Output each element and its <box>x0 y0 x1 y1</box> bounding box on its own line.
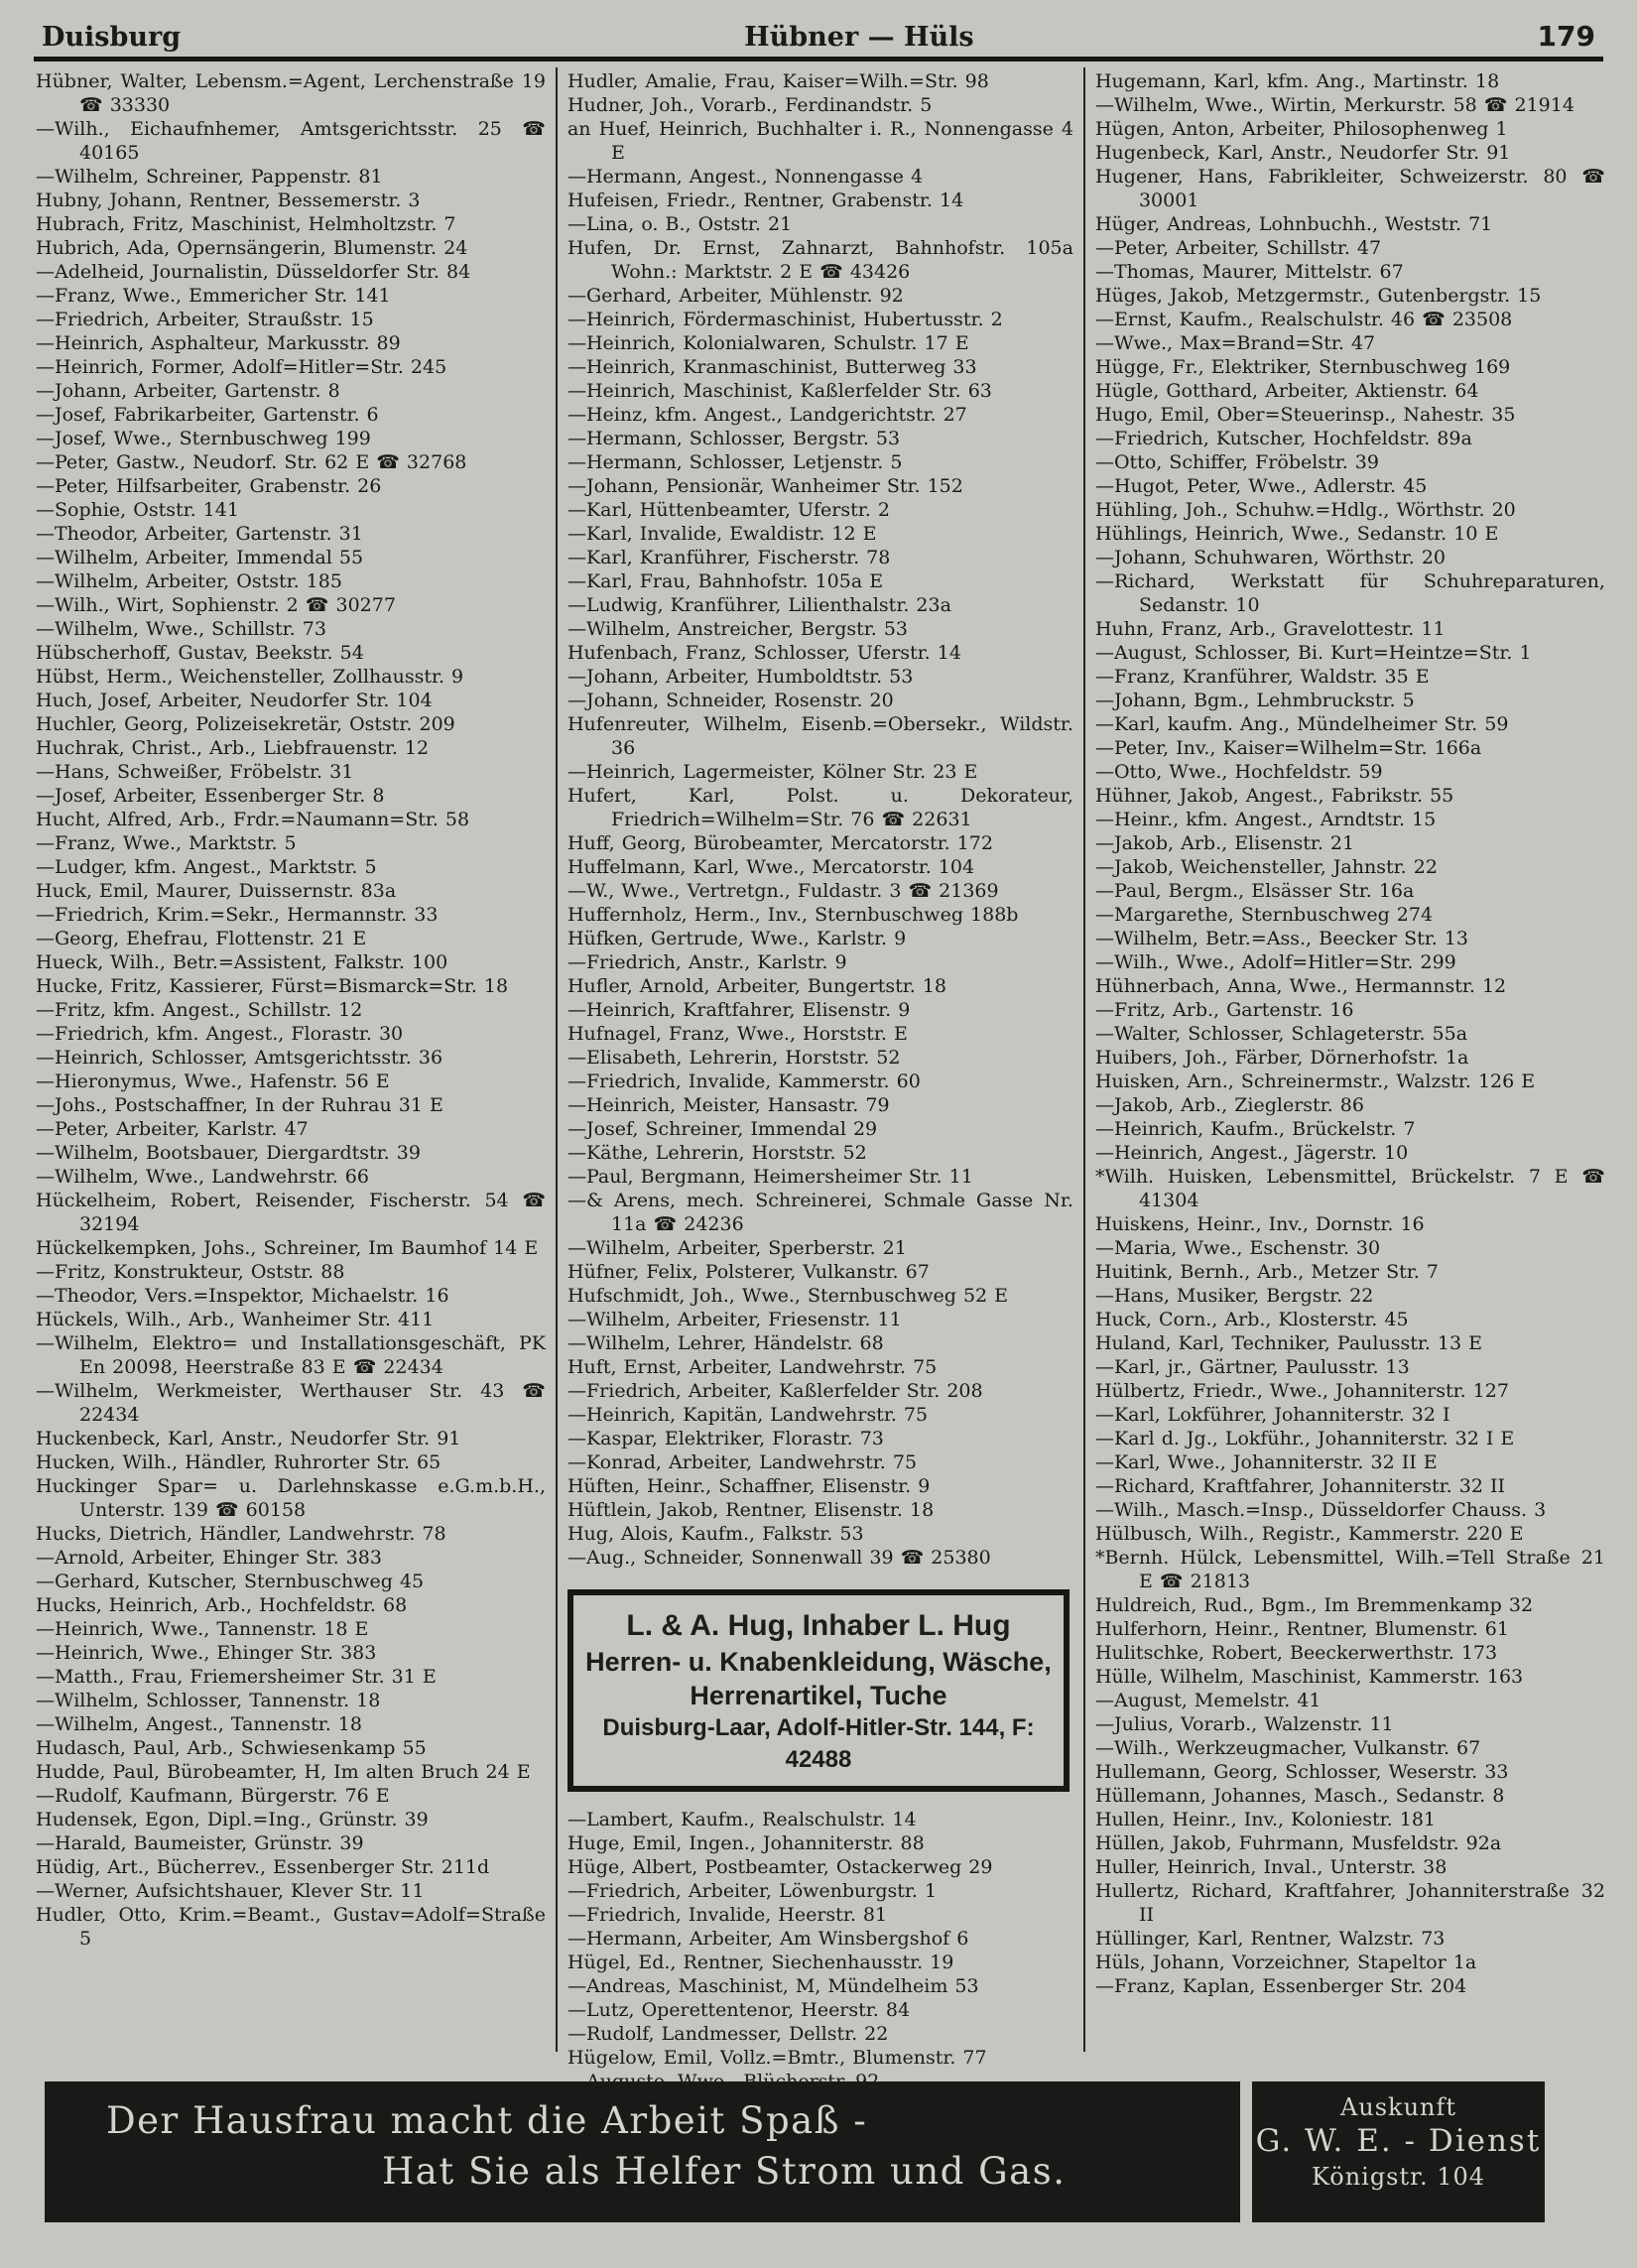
directory-entry: Huisken, Arn., Schreinermstr., Walzstr. 126 E <box>1094 1071 1536 1092</box>
directory-entry: —Thomas, Maurer, Mittelstr. 67 <box>1094 261 1404 283</box>
directory-entry: Hucks, Heinrich, Arb., Hochfeldstr. 68 <box>36 1594 408 1616</box>
directory-entry: Hudler, Otto, Krim.=Beamt., Gustav=Adolf=Straße 5 <box>36 1904 546 1950</box>
directory-entry: —Wilhelm, Werkmeister, Werthauser Str. 43 ☎ 22434 <box>36 1380 546 1426</box>
directory-entry: Hüge, Albert, Postbeamter, Ostackerweg 29 <box>567 1856 993 1878</box>
directory-entry: Huland, Karl, Techniker, Paulusstr. 13 E <box>1094 1332 1482 1354</box>
directory-entry: Hüls, Johann, Vorzeichner, Stapeltor 1a <box>1094 1952 1477 1973</box>
column-2 <box>556 67 1085 2069</box>
header-rule <box>34 57 1603 62</box>
directory-entry: —Johann, Arbeiter, Humboldtstr. 53 <box>567 666 914 688</box>
directory-entry: —Käthe, Lehrerin, Horststr. 52 <box>567 1142 867 1164</box>
directory-entry: Hüllemann, Johannes, Masch., Sedanstr. 8 <box>1094 1785 1505 1807</box>
directory-entry: —Karl d. Jg., Lokführ., Johanniterstr. 32 I E <box>1094 1428 1515 1449</box>
directory-entry: —Adelheid, Journalistin, Düsseldorfer Str. 84 <box>36 261 471 283</box>
directory-entry: Hübscherhoff, Gustav, Beekstr. 54 <box>36 642 364 664</box>
directory-entry: —Elisabeth, Lehrerin, Horststr. 52 <box>567 1047 901 1069</box>
directory-entry: —Friedrich, Arbeiter, Löwenburgstr. 1 <box>567 1880 938 1902</box>
directory-entry: Hueck, Wilh., Betr.=Assistent, Falkstr. 100 <box>36 951 448 973</box>
directory-entry: Hucht, Alfred, Arb., Frdr.=Naumann=Str. 58 <box>36 809 470 830</box>
directory-entry: —Heinrich, Kaufm., Brückelstr. 7 <box>1094 1118 1416 1140</box>
column-1 <box>26 67 556 2052</box>
directory-entry: —Otto, Schiffer, Fröbelstr. 39 <box>1094 451 1379 473</box>
directory-entry: —Georg, Ehefrau, Flottenstr. 21 E <box>36 928 367 949</box>
directory-entry: —Heinrich, Maschinist, Kaßlerfelder Str. 63 <box>567 380 992 402</box>
directory-entry: Hubny, Johann, Rentner, Bessemerstr. 3 <box>36 189 421 211</box>
directory-entry: —Hans, Schweißer, Fröbelstr. 31 <box>36 761 354 783</box>
directory-entry: —Jakob, Weichensteller, Jahnstr. 22 <box>1094 856 1438 878</box>
directory-entry: —Richard, Werkstatt für Schuhreparaturen, Sedanstr. 10 <box>1094 570 1605 616</box>
directory-entry: Hubrach, Fritz, Maschinist, Helmholtzstr. 7 <box>36 213 456 235</box>
directory-entry: Hüfken, Gertrude, Wwe., Karlstr. 9 <box>567 928 907 949</box>
directory-entry: —Heinrich, Kranmaschinist, Butterweg 33 <box>567 356 977 378</box>
directory-entry: —Wilh., Wirt, Sophienstr. 2 ☎ 30277 <box>36 594 396 616</box>
directory-entry: —Josef, Wwe., Sternbuschweg 199 <box>36 428 371 449</box>
directory-entry: Huibers, Joh., Färber, Dörnerhofstr. 1a <box>1094 1047 1469 1069</box>
directory-entry: —Wilhelm, Arbeiter, Oststr. 185 <box>36 570 342 592</box>
hug-ad-line2: Herren- u. Knabenkleidung, Wäsche, <box>585 1647 1052 1677</box>
directory-entry: Hucke, Fritz, Kassierer, Fürst=Bismarck=Str. 18 <box>36 975 509 997</box>
directory-entry: —Wilhelm, Betr.=Ass., Beecker Str. 13 <box>1094 928 1468 949</box>
directory-entry: —Friedrich, Invalide, Heerstr. 81 <box>567 1904 888 1926</box>
directory-entry: Huft, Ernst, Arbeiter, Landwehrstr. 75 <box>567 1356 938 1378</box>
directory-entry: —Maria, Wwe., Eschenstr. 30 <box>1094 1237 1381 1259</box>
directory-entry: Huff, Georg, Bürobeamter, Mercatorstr. 172 <box>567 832 993 854</box>
directory-entry: Hülbertz, Friedr., Wwe., Johanniterstr. 127 <box>1094 1380 1509 1402</box>
directory-entry: —Julius, Vorarb., Walzenstr. 11 <box>1094 1713 1394 1735</box>
directory-entry: Hufeisen, Friedr., Rentner, Grabenstr. 14 <box>567 189 964 211</box>
directory-entry: —Karl, Kranführer, Fischerstr. 78 <box>567 547 891 568</box>
directory-entry: Hufenbach, Franz, Schlosser, Uferstr. 14 <box>567 642 961 664</box>
directory-entry: Hüften, Heinr., Schaffner, Elisenstr. 9 <box>567 1475 931 1497</box>
directory-entry: —Heinr., kfm. Angest., Arndtstr. 15 <box>1094 809 1437 830</box>
directory-entry: —Franz, Kaplan, Essenberger Str. 204 <box>1094 1975 1467 1997</box>
directory-entry: —Wilh., Eichaufnhemer, Amtsgerichtsstr. 25 ☎ 40165 <box>36 118 546 164</box>
directory-entry: —Wilhelm, Schreiner, Pappenstr. 81 <box>36 166 383 188</box>
directory-entry: Hucks, Dietrich, Händler, Landwehrstr. 78 <box>36 1523 446 1545</box>
directory-entry: Hühlings, Heinrich, Wwe., Sedanstr. 10 E <box>1094 523 1499 545</box>
directory-entry: —Friedrich, Krim.=Sekr., Hermannstr. 33 <box>36 904 439 926</box>
directory-entry: —Heinrich, Fördermaschinist, Hubertusstr. 2 <box>567 309 1003 330</box>
directory-entry: —Gerhard, Kutscher, Sternbuschweg 45 <box>36 1571 425 1592</box>
hug-ad-address: Duisburg-Laar, Adolf-Hitler-Str. 144, F: 42488 <box>602 1714 1035 1773</box>
directory-entry: —Wilhelm, Schlosser, Tannenstr. 18 <box>36 1690 381 1711</box>
directory-entry: —Heinrich, Kraftfahrer, Elisenstr. 9 <box>567 999 911 1021</box>
directory-entry: —Walter, Schlosser, Schlageterstr. 55a <box>1094 1023 1468 1045</box>
directory-entry: —Heinrich, Wwe., Tannenstr. 18 E <box>36 1618 369 1640</box>
directory-entry: —Jakob, Arb., Zieglerstr. 86 <box>1094 1094 1364 1116</box>
directory-entry: —August, Memelstr. 41 <box>1094 1690 1322 1711</box>
directory-entry: —Ludwig, Kranführer, Lilienthalstr. 23a <box>567 594 951 616</box>
directory-entry: —Hugot, Peter, Wwe., Adlerstr. 45 <box>1094 475 1428 497</box>
directory-entry: —Wilhelm, Arbeiter, Sperberstr. 21 <box>567 1237 907 1259</box>
directory-entry: Huck, Corn., Arb., Klosterstr. 45 <box>1094 1309 1409 1330</box>
directory-entry: Hufenreuter, Wilhelm, Eisenb.=Obersekr., Wildstr. 36 <box>567 713 1073 759</box>
hug-ad-line3: Herrenartikel, Tuche <box>690 1681 947 1710</box>
directory-entry: Hufler, Arnold, Arbeiter, Bungertstr. 18 <box>567 975 947 997</box>
directory-entry: Huge, Emil, Ingen., Johanniterstr. 88 <box>567 1832 925 1854</box>
directory-entry: Huldreich, Rud., Bgm., Im Bremmenkamp 32 <box>1094 1594 1534 1616</box>
directory-entry: —Hermann, Schlosser, Bergstr. 53 <box>567 428 901 449</box>
directory-entry: Hückelkempken, Johs., Schreiner, Im Baumhof 14 E <box>36 1237 539 1259</box>
directory-entry: Huckenbeck, Karl, Anstr., Neudorfer Str. 91 <box>36 1428 461 1449</box>
directory-entry: —Jakob, Arb., Elisenstr. 21 <box>1094 832 1355 854</box>
directory-entry: Huitink, Bernh., Arb., Metzer Str. 7 <box>1094 1261 1439 1283</box>
column-3 <box>1085 67 1615 2052</box>
directory-entry: —Friedrich, Invalide, Kammerstr. 60 <box>567 1071 921 1092</box>
directory-entry: Hudler, Amalie, Frau, Kaiser=Wilh.=Str. 98 <box>567 70 989 92</box>
directory-entry: Hühling, Joh., Schuhw.=Hdlg., Wörthstr. 20 <box>1094 499 1516 521</box>
directory-entry: —Paul, Bergmann, Heimersheimer Str. 11 <box>567 1166 973 1188</box>
directory-entry: Hufen, Dr. Ernst, Zahnarzt, Bahnhofstr. 105a Wohn.: Marktstr. 2 E ☎ 43426 <box>567 237 1073 283</box>
directory-entry: —Rudolf, Kaufmann, Bürgerstr. 76 E <box>36 1785 390 1807</box>
directory-entry: —Theodor, Vers.=Inspektor, Michaelstr. 16 <box>36 1285 449 1307</box>
directory-entry: Huchler, Georg, Polizeisekretär, Oststr. 209 <box>36 713 455 735</box>
directory-columns <box>26 67 1615 2069</box>
directory-entry: Huller, Heinrich, Inval., Unterstr. 38 <box>1094 1856 1448 1878</box>
directory-entry: Huch, Josef, Arbeiter, Neudorfer Str. 104 <box>36 690 433 711</box>
directory-entry: —Konrad, Arbeiter, Landwehrstr. 75 <box>567 1451 918 1473</box>
directory-entry: —Ludger, kfm. Angest., Marktstr. 5 <box>36 856 377 878</box>
directory-entry: Hufnagel, Franz, Wwe., Horststr. E <box>567 1023 908 1045</box>
directory-entry: —Karl, kaufm. Ang., Mündelheimer Str. 59 <box>1094 713 1509 735</box>
directory-entry: —Hermann, Arbeiter, Am Winsbergshof 6 <box>567 1928 969 1950</box>
directory-entry: Hug, Alois, Kaufm., Falkstr. 53 <box>567 1523 864 1545</box>
directory-entry: —Sophie, Oststr. 141 <box>36 499 239 521</box>
directory-entry: —Hermann, Schlosser, Letjenstr. 5 <box>567 451 903 473</box>
directory-entry: —Johann, Pensionär, Wanheimer Str. 152 <box>567 475 963 497</box>
directory-entry: —& Arens, mech. Schreinerei, Schmale Gasse Nr. 11a ☎ 24236 <box>567 1190 1073 1235</box>
directory-entry: —Johann, Schneider, Rosenstr. 20 <box>567 690 894 711</box>
banner-line-1: Der Hausfrau macht die Arbeit Spaß - <box>106 2099 868 2142</box>
directory-entry: —Wilhelm, Wwe., Wirtin, Merkurstr. 58 ☎ 21914 <box>1094 94 1574 116</box>
directory-entry: —Wilhelm, Lehrer, Händelstr. 68 <box>567 1332 884 1354</box>
directory-entry: —Lambert, Kaufm., Realschulstr. 14 <box>567 1809 917 1830</box>
directory-entry: —Fritz, kfm. Angest., Schillstr. 12 <box>36 999 363 1021</box>
directory-entry: —Wilhelm, Elektro= und Installationsgeschäft, PK En 20098, Heerstraße 83 E ☎ 22434 <box>36 1332 546 1378</box>
directory-entry: Hüges, Jakob, Metzgermstr., Gutenbergstr. 15 <box>1094 285 1542 307</box>
directory-entry: Hückelheim, Robert, Reisender, Fischerstr. 54 ☎ 32194 <box>36 1190 546 1235</box>
directory-entry: Hulferhorn, Heinr., Rentner, Blumenstr. 61 <box>1094 1618 1509 1640</box>
directory-entry: Hühnerbach, Anna, Wwe., Hermannstr. 12 <box>1094 975 1507 997</box>
directory-entry: Hugemann, Karl, kfm. Ang., Martinstr. 18 <box>1094 70 1500 92</box>
directory-entry: —Wilhelm, Angest., Tannenstr. 18 <box>36 1713 362 1735</box>
directory-entry: Hügge, Fr., Elektriker, Sternbuschweg 169 <box>1094 356 1511 378</box>
directory-entry: —Peter, Gastw., Neudorf. Str. 62 E ☎ 32768 <box>36 451 467 473</box>
directory-entry: Hüllen, Jakob, Fuhrmann, Musfeldstr. 92a <box>1094 1832 1502 1854</box>
directory-entry: —Wilh., Masch.=Insp., Düsseldorfer Chauss. 3 <box>1094 1499 1547 1521</box>
directory-entry: Hugener, Hans, Fabrikleiter, Schweizerstr. 80 ☎ 30001 <box>1094 166 1605 211</box>
directory-entry: —Johs., Postschaffner, In der Ruhrau 31 E <box>36 1094 443 1116</box>
page-header <box>0 0 1637 57</box>
directory-entry: —Andreas, Maschinist, M, Mündelheim 53 <box>567 1975 979 1997</box>
directory-entry: —Matth., Frau, Friemersheimer Str. 31 E <box>36 1666 437 1688</box>
directory-entry: Hugenbeck, Karl, Anstr., Neudorfer Str. 91 <box>1094 142 1511 164</box>
directory-entry: Hügen, Anton, Arbeiter, Philosophenweg 1 <box>1094 118 1508 140</box>
directory-entry: —Karl, Invalide, Ewaldistr. 12 E <box>567 523 877 545</box>
directory-entry: —Theodor, Arbeiter, Gartenstr. 31 <box>36 523 363 545</box>
directory-entry: —Heinrich, Kapitän, Landwehrstr. 75 <box>567 1404 929 1426</box>
directory-entry: Hüfner, Felix, Polsterer, Vulkanstr. 67 <box>567 1261 930 1283</box>
directory-entry: Hullemann, Georg, Schlosser, Weserstr. 33 <box>1094 1761 1509 1783</box>
banner-line-2: Hat Sie als Helfer Strom und Gas. <box>382 2150 1067 2193</box>
directory-entry: Hullertz, Richard, Kraftfahrer, Johanniterstraße 32 II <box>1094 1880 1605 1926</box>
directory-entry: Hufert, Karl, Polst. u. Dekorateur, Friedrich=Wilhelm=Str. 76 ☎ 22631 <box>567 785 1073 830</box>
directory-entry: —Wwe., Max=Brand=Str. 47 <box>1094 332 1376 354</box>
utility-banner-ad <box>45 2081 1240 2222</box>
directory-entry: —Karl, Lokführer, Johanniterstr. 32 I <box>1094 1404 1450 1426</box>
directory-entry: —Fritz, Arb., Gartenstr. 16 <box>1094 999 1354 1021</box>
directory-entry: —Peter, Arbeiter, Schillstr. 47 <box>1094 237 1382 259</box>
directory-entry: Hubrich, Ada, Opernsängerin, Blumenstr. 24 <box>36 237 468 259</box>
gwe-line-1: Auskunft <box>1339 2093 1457 2121</box>
directory-entry: —Friedrich, Anstr., Karlstr. 9 <box>567 951 847 973</box>
directory-entry: —Fritz, Konstrukteur, Oststr. 88 <box>36 1261 345 1283</box>
directory-entry: Hüllinger, Karl, Rentner, Walzstr. 73 <box>1094 1928 1446 1950</box>
column-2-bottom-entries <box>567 1808 1073 2093</box>
gwe-line-3: Königstr. 104 <box>1311 2163 1486 2191</box>
directory-entry: —Heinrich, Lagermeister, Kölner Str. 23 E <box>567 761 978 783</box>
directory-entry: —Friedrich, kfm. Angest., Florastr. 30 <box>36 1023 404 1045</box>
directory-entry: —Johann, Schuhwaren, Wörthstr. 20 <box>1094 547 1447 568</box>
directory-entry: Hudasch, Paul, Arb., Schwiesenkamp 55 <box>36 1737 427 1759</box>
directory-entry: —Arnold, Arbeiter, Ehinger Str. 383 <box>36 1547 382 1569</box>
directory-entry: Huhn, Franz, Arb., Gravelottestr. 11 <box>1094 618 1446 640</box>
directory-entry: Huiskens, Heinr., Inv., Dornstr. 16 <box>1094 1213 1425 1235</box>
directory-entry: —Heinrich, Kolonialwaren, Schulstr. 17 E <box>567 332 969 354</box>
directory-entry: Hügelow, Emil, Vollz.=Bmtr., Blumenstr. 77 <box>567 2047 987 2069</box>
directory-entry: —Karl, Hüttenbeamter, Uferstr. 2 <box>567 499 890 521</box>
directory-entry: —Franz, Wwe., Marktstr. 5 <box>36 832 297 854</box>
directory-entry: —Heinz, kfm. Angest., Landgerichtstr. 27 <box>567 404 967 426</box>
directory-entry: Hübner, Walter, Lebensm.=Agent, Lerchenstraße 19 ☎ 33330 <box>36 70 546 116</box>
directory-entry: —Franz, Wwe., Emmericher Str. 141 <box>36 285 391 307</box>
directory-entry: Hugo, Emil, Ober=Steuerinsp., Nahestr. 35 <box>1094 404 1516 426</box>
directory-entry: —Franz, Kranführer, Waldstr. 35 E <box>1094 666 1430 688</box>
directory-entry: —Heinrich, Meister, Hansastr. 79 <box>567 1094 890 1116</box>
directory-entry: —Wilhelm, Bootsbauer, Diergardtstr. 39 <box>36 1142 421 1164</box>
directory-entry: —Heinrich, Wwe., Ehinger Str. 383 <box>36 1642 377 1664</box>
directory-entry: —Friedrich, Kutscher, Hochfeldstr. 89a <box>1094 428 1472 449</box>
directory-entry: —Heinrich, Schlosser, Amtsgerichtsstr. 36 <box>36 1047 443 1069</box>
gwe-info-box <box>1252 2081 1545 2222</box>
directory-entry: —Wilhelm, Anstreicher, Bergstr. 53 <box>567 618 909 640</box>
directory-entry: Huffelmann, Karl, Wwe., Mercatorstr. 104 <box>567 856 975 878</box>
directory-entry: Hudde, Paul, Bürobeamter, H, Im alten Bruch 24 E <box>36 1761 531 1783</box>
directory-entry: Hucken, Wilh., Händler, Ruhrorter Str. 65 <box>36 1451 441 1473</box>
directory-entry: —Karl, Frau, Bahnhofstr. 105a E <box>567 570 884 592</box>
directory-entry: Hückels, Wilh., Arb., Wanheimer Str. 411 <box>36 1309 435 1330</box>
directory-entry: —Richard, Kraftfahrer, Johanniterstr. 32 II <box>1094 1475 1505 1497</box>
directory-entry: —Heinrich, Angest., Jägerstr. 10 <box>1094 1142 1409 1164</box>
directory-entry: —Ernst, Kaufm., Realschulstr. 46 ☎ 23508 <box>1094 309 1513 330</box>
directory-entry: —Karl, jr., Gärtner, Paulusstr. 13 <box>1094 1356 1410 1378</box>
directory-entry: —Gerhard, Arbeiter, Mühlenstr. 92 <box>567 285 904 307</box>
hug-advertisement <box>567 1589 1070 1792</box>
directory-entry: —Rudolf, Landmesser, Dellstr. 22 <box>567 2023 889 2045</box>
directory-entry: —Lutz, Operettentenor, Heerstr. 84 <box>567 1999 911 2021</box>
directory-entry: —Paul, Bergm., Elsässer Str. 16a <box>1094 880 1415 902</box>
directory-entry: —Peter, Arbeiter, Karlstr. 47 <box>36 1118 309 1140</box>
directory-entry: —Margarethe, Sternbuschweg 274 <box>1094 904 1434 926</box>
directory-entry: —Wilhelm, Wwe., Schillstr. 73 <box>36 618 326 640</box>
directory-entry: Huckinger Spar= u. Darlehnskasse e.G.m.b.H., Unterstr. 139 ☎ 60158 <box>36 1475 546 1521</box>
directory-entry: —Wilhelm, Arbeiter, Immendal 55 <box>36 547 364 568</box>
directory-entry: —Hermann, Angest., Nonnengasse 4 <box>567 166 924 188</box>
directory-entry: Huck, Emil, Maurer, Duissernstr. 83a <box>36 880 397 902</box>
directory-entry: —Josef, Arbeiter, Essenberger Str. 8 <box>36 785 385 807</box>
directory-entry: —Hieronymus, Wwe., Hafenstr. 56 E <box>36 1071 390 1092</box>
page-number: 179 <box>1537 20 1595 53</box>
directory-entry: —Harald, Baumeister, Grünstr. 39 <box>36 1832 364 1854</box>
directory-entry: Hülle, Wilhelm, Maschinist, Kammerstr. 163 <box>1094 1666 1524 1688</box>
directory-entry: —Friedrich, Arbeiter, Straußstr. 15 <box>36 309 374 330</box>
directory-entry: Hühner, Jakob, Angest., Fabrikstr. 55 <box>1094 785 1454 807</box>
directory-entry: Hülbusch, Wilh., Registr., Kammerstr. 220 E <box>1094 1523 1524 1545</box>
directory-entry: —Karl, Wwe., Johanniterstr. 32 II E <box>1094 1451 1438 1473</box>
directory-entry: *Wilh. Huisken, Lebensmittel, Brückelstr. 7 E ☎ 41304 <box>1094 1166 1605 1211</box>
directory-entry: —Kaspar, Elektriker, Florastr. 73 <box>567 1428 884 1449</box>
directory-entry: —Josef, Schreiner, Immendal 29 <box>567 1118 878 1140</box>
directory-entry: —Heinrich, Former, Adolf=Hitler=Str. 245 <box>36 356 447 378</box>
directory-entry: —Friedrich, Arbeiter, Kaßlerfelder Str. 208 <box>567 1380 983 1402</box>
directory-entry: —Josef, Fabrikarbeiter, Gartenstr. 6 <box>36 404 379 426</box>
directory-entry: Hüger, Andreas, Lohnbuchh., Weststr. 71 <box>1094 213 1493 235</box>
directory-entry: Huffernholz, Herm., Inv., Sternbuschweg 188b <box>567 904 1019 926</box>
directory-entry: —August, Schlosser, Bi. Kurt=Heintze=Str. 1 <box>1094 642 1532 664</box>
directory-entry: Hügel, Ed., Rentner, Siechenhausstr. 19 <box>567 1952 954 1973</box>
name-range-title: Hübner — Hüls <box>744 22 974 53</box>
directory-entry: —Wilh., Werkzeugmacher, Vulkanstr. 67 <box>1094 1737 1481 1759</box>
directory-entry: Hübst, Herm., Weichensteller, Zollhausstr. 9 <box>36 666 464 688</box>
edition-label: Duisburg <box>42 22 182 53</box>
directory-entry: —Johann, Arbeiter, Gartenstr. 8 <box>36 380 340 402</box>
directory-entry: —Peter, Inv., Kaiser=Wilhelm=Str. 166a <box>1094 737 1482 759</box>
directory-entry: an Huef, Heinrich, Buchhalter i. R., Nonnengasse 4 E <box>567 118 1073 164</box>
directory-entry: —Wilhelm, Arbeiter, Friesenstr. 11 <box>567 1309 902 1330</box>
directory-entry: Hulitschke, Robert, Beeckerwerthstr. 173 <box>1094 1642 1498 1664</box>
directory-entry: —Johann, Bgm., Lehmbruckstr. 5 <box>1094 690 1415 711</box>
directory-entry: Hullen, Heinr., Inv., Koloniestr. 181 <box>1094 1809 1436 1830</box>
directory-entry: Hüdig, Art., Bücherrev., Essenberger Str. 211d <box>36 1856 490 1878</box>
directory-entry: —Wilhelm, Wwe., Landwehrstr. 66 <box>36 1166 369 1188</box>
directory-entry: Huchrak, Christ., Arb., Liebfrauenstr. 12 <box>36 737 430 759</box>
directory-entry: Hufschmidt, Joh., Wwe., Sternbuschweg 52 E <box>567 1285 1009 1307</box>
directory-entry: —Aug., Schneider, Sonnenwall 39 ☎ 25380 <box>567 1547 991 1569</box>
directory-entry: —Otto, Wwe., Hochfeldstr. 59 <box>1094 761 1383 783</box>
directory-entry: —Hans, Musiker, Bergstr. 22 <box>1094 1285 1374 1307</box>
directory-entry: —Lina, o. B., Oststr. 21 <box>567 213 793 235</box>
directory-entry: Hudner, Joh., Vorarb., Ferdinandstr. 5 <box>567 94 933 116</box>
directory-entry: —Werner, Aufsichtshauer, Klever Str. 11 <box>36 1880 425 1902</box>
directory-entry: —Heinrich, Asphalteur, Markusstr. 89 <box>36 332 401 354</box>
directory-entry: —Peter, Hilfsarbeiter, Grabenstr. 26 <box>36 475 382 497</box>
directory-entry: —Wilh., Wwe., Adolf=Hitler=Str. 299 <box>1094 951 1456 973</box>
directory-entry: Hüftlein, Jakob, Rentner, Elisenstr. 18 <box>567 1499 935 1521</box>
column-2-top-entries <box>567 69 1073 1570</box>
hug-ad-title: L. & A. Hug, Inhaber L. Hug <box>626 1609 1011 1642</box>
directory-entry: —W., Wwe., Vertretgn., Fuldastr. 3 ☎ 21369 <box>567 880 999 902</box>
directory-entry: Hügle, Gotthard, Arbeiter, Aktienstr. 64 <box>1094 380 1479 402</box>
gwe-line-2: G. W. E. - Dienst <box>1255 2123 1542 2159</box>
directory-entry: *Bernh. Hülck, Lebensmittel, Wilh.=Tell Straße 21 E ☎ 21813 <box>1094 1547 1605 1592</box>
directory-entry: Hudensek, Egon, Dipl.=Ing., Grünstr. 39 <box>36 1809 429 1830</box>
